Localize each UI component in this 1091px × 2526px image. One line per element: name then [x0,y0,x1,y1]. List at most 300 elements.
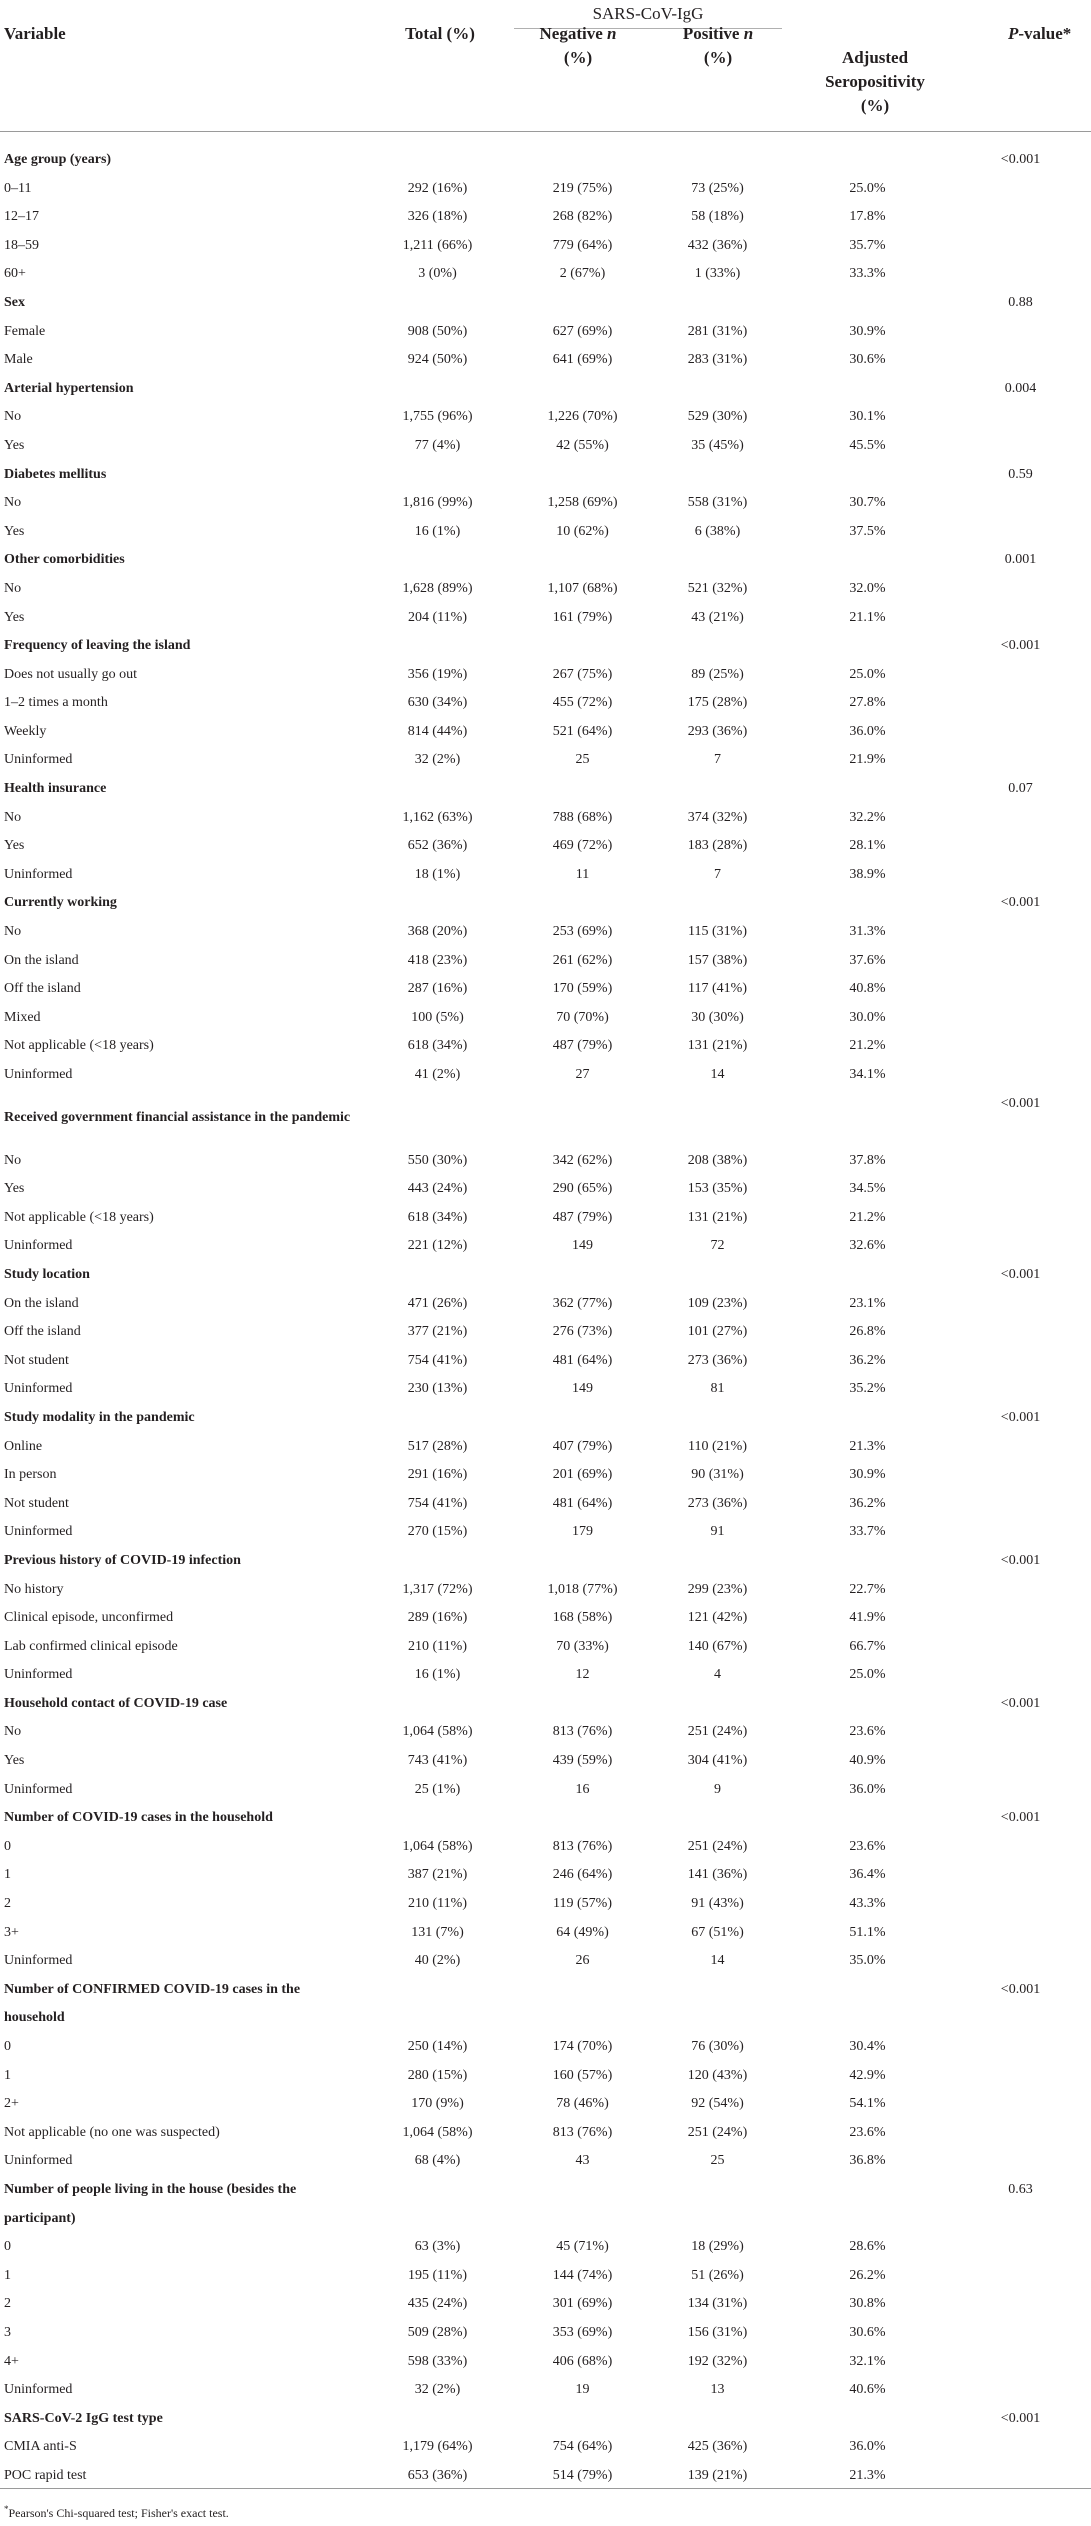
empty-cell [785,1261,950,1290]
variable-cell: No [4,1724,22,1740]
table-row [0,2062,1091,2091]
total-cell: 387 (21%) [407,1867,468,1883]
positive-cell: 117 (41%) [688,981,747,997]
table-row [0,2147,1091,2176]
empty-cell [360,1976,515,2033]
empty-cell [515,146,650,175]
positive-cell: 30 (30%) [691,1009,744,1025]
empty-cell [360,2405,515,2434]
positive-cell: 425 (36%) [687,2439,748,2455]
adjusted-cell: 31.3% [849,924,886,940]
total-cell: 1,064 (58%) [402,2124,473,2140]
variable-cell: Yes [4,437,25,453]
total-cell: 100 (5%) [411,1009,464,1025]
total-cell: 598 (33%) [407,2353,468,2369]
negative-cell: 201 (69%) [552,1467,613,1483]
adjusted-cell: 40.8% [849,981,886,997]
positive-cell: 293 (36%) [687,723,748,739]
p-value-cell [950,2033,1091,2062]
p-value-cell [950,2090,1091,2119]
group-header-sars-cov-igg: SARS-CoV-IgG [592,4,704,23]
table-row [0,1633,1091,1662]
adjusted-cell: 30.6% [849,2324,886,2340]
total-cell: 509 (28%) [407,2324,468,2340]
variable-cell: 0–11 [4,180,32,196]
adjusted-cell: 25.0% [849,180,886,196]
group-label: Previous history of COVID-19 infection [4,1552,241,1568]
table-row [0,489,1091,518]
p-value-cell [950,661,1091,690]
total-cell: 16 (1%) [414,1667,461,1683]
positive-cell: 4 [714,1667,721,1683]
total-cell: 1,755 (96%) [402,409,473,425]
empty-cell [650,1090,785,1147]
table-row [0,1490,1091,1519]
adjusted-cell: 23.1% [849,1295,886,1311]
p-value-cell: 0.88 [1008,294,1033,310]
group-label: Currently working [4,895,117,911]
p-value-cell: 0.004 [1004,380,1037,396]
negative-cell: 168 (58%) [552,1610,613,1626]
negative-cell: 487 (79%) [552,1209,613,1225]
p-value-cell [950,2433,1091,2462]
group-header-row [0,889,1091,918]
negative-cell: 149 [572,1381,593,1397]
empty-cell [650,461,785,490]
empty-cell [360,1090,515,1147]
table-row [0,1947,1091,1976]
negative-cell: 813 (76%) [552,2124,613,2140]
positive-cell: 51 (26%) [691,2267,744,2283]
p-value-cell: <0.001 [1000,1695,1041,1711]
variable-cell: 60+ [4,266,26,282]
positive-cell: 273 (36%) [687,1352,748,1368]
table-rows [0,146,1091,2491]
negative-cell: 25 [575,752,590,768]
col-header-pvalue-p: P [1008,24,1019,43]
variable-cell: No [4,495,22,511]
total-cell: 270 (15%) [407,1524,468,1540]
negative-cell: 246 (64%) [552,1867,613,1883]
empty-cell [785,461,950,490]
empty-cell [515,1261,650,1290]
positive-cell: 67 (51%) [691,1924,744,1940]
variable-cell: Not student [4,1352,69,1368]
p-value-cell: <0.001 [1000,1409,1041,1425]
total-cell: 471 (26%) [407,1295,468,1311]
adjusted-cell: 33.3% [849,266,886,282]
col-header-positive-n: n [743,24,754,43]
p-value-cell [950,1861,1091,1890]
p-value-cell [950,1147,1091,1176]
total-cell: 618 (34%) [407,1209,468,1225]
positive-cell: 101 (27%) [687,1324,748,1340]
p-value-cell [950,2319,1091,2348]
variable-cell: Uninformed [4,2153,73,2169]
empty-cell [785,632,950,661]
p-value-cell [950,1347,1091,1376]
adjusted-cell: 26.8% [849,1324,886,1340]
empty-cell [785,1976,950,2033]
p-value-cell [950,2348,1091,2377]
empty-cell [360,632,515,661]
adjusted-cell: 25.0% [849,666,886,682]
adjusted-cell: 37.8% [849,1152,886,1168]
empty-cell [785,1804,950,1833]
negative-cell: 813 (76%) [552,1724,613,1740]
col-header-pvalue [1008,22,1071,46]
total-cell: 368 (20%) [407,924,468,940]
empty-cell [360,546,515,575]
empty-cell [785,889,950,918]
positive-cell: 140 (67%) [687,1638,748,1654]
empty-cell [515,1547,650,1576]
empty-cell [360,1690,515,1719]
p-value-cell [950,2462,1091,2491]
p-value-cell [950,1947,1091,1976]
p-value-cell [950,260,1091,289]
negative-cell: 407 (79%) [552,1438,613,1454]
negative-cell: 813 (76%) [552,1838,613,1854]
table-row [0,1175,1091,1204]
footnote-text: Pearson's Chi-squared test; Fisher's exact test. [8,2506,229,2520]
positive-cell: 131 (21%) [687,1038,748,1054]
empty-cell [785,289,950,318]
variable-cell: Yes [4,609,25,625]
col-header-negative-n: n [607,24,617,43]
total-cell: 292 (16%) [407,180,468,196]
adjusted-cell: 30.0% [849,1009,886,1025]
group-header-row [0,1547,1091,1576]
negative-cell: 70 (33%) [556,1638,609,1654]
negative-cell: 161 (79%) [552,609,613,625]
variable-cell: 3+ [4,1924,19,1940]
table-row [0,1919,1091,1948]
p-value-cell [950,318,1091,347]
p-value-cell [950,1890,1091,1919]
variable-cell: POC rapid test [4,2467,87,2483]
table-row [0,2119,1091,2148]
table-row [0,1747,1091,1776]
negative-cell: 27 [575,1067,590,1082]
p-value-cell [950,975,1091,1004]
variable-cell: 12–17 [4,209,39,225]
total-cell: 653 (36%) [407,2467,468,2483]
total-cell: 652 (36%) [407,838,468,854]
adjusted-cell: 66.7% [849,1638,886,1654]
table-row [0,318,1091,347]
p-value-cell [950,1290,1091,1319]
negative-cell: 253 (69%) [552,924,613,940]
empty-cell [515,546,650,575]
p-value-cell [950,232,1091,261]
negative-cell: 11 [575,866,590,882]
empty-cell [515,461,650,490]
empty-cell [515,2176,650,2233]
positive-cell: 283 (31%) [687,352,748,368]
empty-cell [650,1690,785,1719]
variable-cell: 0 [4,1838,11,1854]
total-cell: 743 (41%) [407,1753,468,1769]
empty-cell [515,1976,650,2033]
empty-cell [650,546,785,575]
variable-cell: Uninformed [4,1238,73,1254]
negative-cell: 481 (64%) [552,1495,613,1511]
variable-cell: 2+ [4,2096,19,2112]
variable-cell: Uninformed [4,866,73,882]
positive-cell: 251 (24%) [687,2124,748,2140]
footnote-mark: * [4,2504,9,2514]
negative-cell: 1,226 (70%) [547,409,618,425]
total-cell: 443 (24%) [407,1181,468,1197]
empty-cell [360,1804,515,1833]
empty-cell [650,1404,785,1433]
variable-cell: 18–59 [4,237,39,253]
variable-cell: Yes [4,838,25,854]
group-label: Sex [4,294,25,310]
total-cell: 291 (16%) [407,1467,468,1483]
p-value-cell [950,1490,1091,1519]
adjusted-cell: 22.7% [849,1581,886,1597]
total-cell: 68 (4%) [414,2153,461,2169]
positive-cell: 183 (28%) [687,838,748,854]
group-header-row [0,375,1091,404]
empty-cell [360,375,515,404]
variable-cell: Online [4,1438,43,1454]
group-label: Study modality in the pandemic [4,1409,195,1425]
variable-cell: Uninformed [4,1524,73,1540]
table-row [0,1232,1091,1261]
adjusted-cell: 30.8% [849,2296,886,2312]
p-value-cell [950,1776,1091,1805]
variable-cell: Uninformed [4,1953,73,1969]
variable-cell: Uninformed [4,1381,73,1397]
p-value-cell [950,1747,1091,1776]
negative-cell: 119 (57%) [553,1896,612,1912]
group-header-row [0,289,1091,318]
positive-cell: 58 (18%) [691,209,744,225]
positive-cell: 43 (21%) [691,609,744,625]
group-header-row [0,1404,1091,1433]
table-row [0,1032,1091,1061]
positive-cell: 157 (38%) [687,952,748,968]
variable-cell: Uninformed [4,1781,73,1797]
positive-cell: 208 (38%) [687,1152,748,1168]
negative-cell: 64 (49%) [556,1924,609,1940]
negative-cell: 439 (59%) [552,1753,613,1769]
p-value-cell: 0.59 [1008,466,1033,482]
table-row [0,1776,1091,1805]
empty-cell [515,289,650,318]
negative-cell: 788 (68%) [552,809,613,825]
variable-cell: 1 [4,2067,11,2083]
table-row [0,403,1091,432]
positive-cell: 9 [714,1781,721,1797]
negative-cell: 219 (75%) [552,180,613,196]
group-label: SARS-CoV-2 IgG test type [4,2410,163,2426]
empty-cell [360,1547,515,1576]
table-row [0,604,1091,633]
positive-cell: 134 (31%) [687,2296,748,2312]
total-cell: 1,064 (58%) [402,1724,473,1740]
table-row [0,689,1091,718]
variable-cell: No [4,809,22,825]
p-value-cell [950,1032,1091,1061]
positive-cell: 25 [710,2153,725,2169]
total-cell: 754 (41%) [407,1352,468,1368]
variable-cell: Male [4,352,33,368]
p-value-cell [950,1004,1091,1033]
total-cell: 210 (11%) [408,1896,467,1912]
total-cell: 32 (2%) [414,752,461,768]
empty-cell [650,146,785,175]
total-cell: 32 (2%) [414,2382,461,2398]
p-value-cell [950,403,1091,432]
group-label: Other comorbidities [4,552,125,568]
table-body [0,146,1091,2491]
total-cell: 1,628 (89%) [402,580,473,596]
p-value-cell [950,2233,1091,2262]
group-label: Diabetes mellitus [4,466,107,482]
table-row [0,661,1091,690]
empty-cell [785,146,950,175]
negative-cell: 276 (73%) [552,1324,613,1340]
adjusted-cell: 17.8% [849,209,886,225]
group-label: Household contact of COVID-19 case [4,1695,228,1711]
group-header-row [0,2176,1091,2233]
table-row [0,975,1091,1004]
adjusted-cell: 34.5% [849,1181,886,1197]
table-row [0,2033,1091,2062]
positive-cell: 299 (23%) [687,1581,748,1597]
table-row [0,2262,1091,2291]
group-label: Study location [4,1266,90,1282]
adjusted-cell: 36.2% [849,1352,886,1368]
adjusted-cell: 30.7% [849,495,886,511]
table-row [0,232,1091,261]
p-value-cell [950,2290,1091,2319]
table-row [0,718,1091,747]
empty-cell [650,1547,785,1576]
variable-cell: Yes [4,523,25,539]
total-cell: 814 (44%) [407,723,468,739]
group-header-row [0,1090,1091,1147]
negative-cell: 19 [575,2382,590,2398]
total-cell: 418 (23%) [407,952,468,968]
group-label: Received government financial assistance in the pandemic [4,1109,351,1125]
p-value-cell [950,432,1091,461]
variable-cell: 0 [4,2239,11,2255]
group-label: Number of people living in the house (besides the participant) [4,2181,297,2226]
group-label: Number of CONFIRMED COVID-19 cases in the household [4,1981,301,2026]
table-row [0,346,1091,375]
adjusted-cell: 40.6% [849,2382,886,2398]
p-value-cell [950,1433,1091,1462]
table-row [0,918,1091,947]
p-value-cell [950,1461,1091,1490]
variable-cell: 1 [4,2267,11,2283]
p-value-cell [950,1061,1091,1090]
positive-cell: 281 (31%) [687,323,748,339]
negative-cell: 170 (59%) [552,981,613,997]
table-row [0,1576,1091,1605]
total-cell: 210 (11%) [408,1638,467,1654]
p-value-cell: <0.001 [1000,2410,1041,2426]
positive-cell: 139 (21%) [687,2467,748,2483]
table-row [0,1204,1091,1233]
adjusted-cell: 36.4% [849,1867,886,1883]
p-value-cell [950,489,1091,518]
table-row [0,1890,1091,1919]
positive-cell: 13 [710,2382,725,2398]
variable-cell: In person [4,1467,57,1483]
variable-cell: 4+ [4,2353,19,2369]
table-row [0,832,1091,861]
p-value-cell [950,861,1091,890]
empty-cell [515,632,650,661]
total-cell: 289 (16%) [407,1610,468,1626]
adjusted-cell: 30.6% [849,352,886,368]
p-value-cell [950,604,1091,633]
p-value-cell [950,804,1091,833]
variable-cell: No [4,924,22,940]
adjusted-cell: 42.9% [849,2067,886,2083]
positive-cell: 1 (33%) [694,266,741,282]
adjusted-cell: 21.2% [849,1209,886,1225]
variable-cell: Uninformed [4,1667,73,1683]
empty-cell [650,1804,785,1833]
empty-cell [650,2176,785,2233]
total-cell: 63 (3%) [414,2239,461,2255]
col-header-positive-label: Positive [682,24,744,43]
group-header-row [0,1690,1091,1719]
col-header-negative [518,22,638,70]
positive-cell: 14 [710,1953,725,1969]
p-value-cell: <0.001 [1000,1810,1041,1826]
total-cell: 435 (24%) [407,2296,468,2312]
positive-cell: 35 (45%) [691,437,744,453]
variable-cell: Uninformed [4,2382,73,2398]
negative-cell: 342 (62%) [552,1152,613,1168]
table-row [0,175,1091,204]
table-row [0,804,1091,833]
table-row [0,2319,1091,2348]
p-value-cell [950,1576,1091,1605]
positive-cell: 304 (41%) [687,1753,748,1769]
adjusted-cell: 23.6% [849,2124,886,2140]
empty-cell [360,146,515,175]
total-cell: 618 (34%) [407,1038,468,1054]
variable-cell: 2 [4,2296,11,2312]
empty-cell [785,546,950,575]
positive-cell: 432 (36%) [687,237,748,253]
group-header-row [0,146,1091,175]
table-row [0,1318,1091,1347]
col-header-variable: Variable [4,24,66,43]
table-row [0,2433,1091,2462]
positive-cell: 374 (32%) [687,809,748,825]
adjusted-cell: 43.3% [849,1896,886,1912]
table-row [0,518,1091,547]
variable-cell: 3 [4,2324,11,2340]
p-value-cell [950,346,1091,375]
table-row [0,1718,1091,1747]
empty-cell [650,1261,785,1290]
group-header-row [0,632,1091,661]
negative-cell: 78 (46%) [556,2096,609,2112]
empty-cell [650,632,785,661]
negative-cell: 353 (69%) [552,2324,613,2340]
